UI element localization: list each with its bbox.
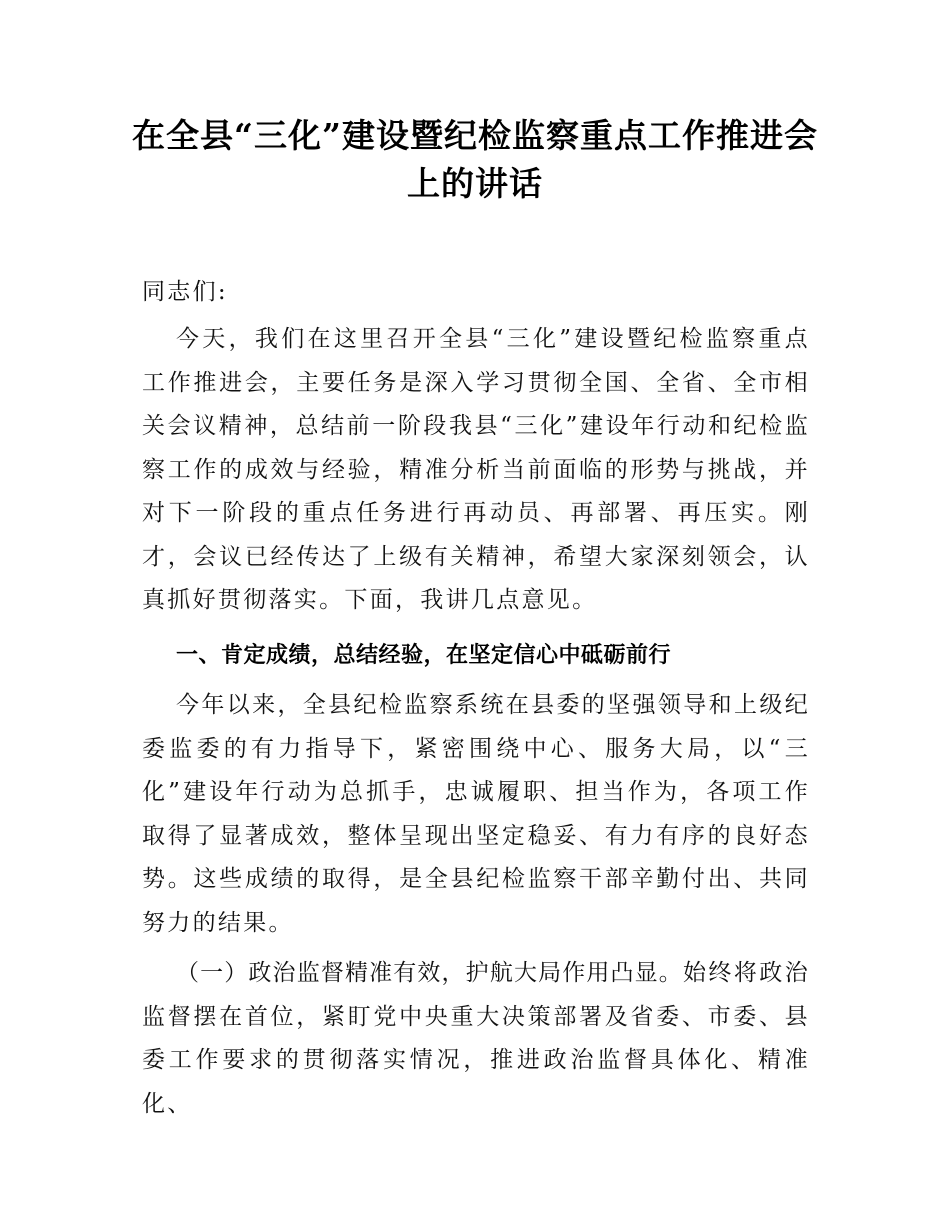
salutation: 同志们:	[142, 279, 228, 305]
achievements-paragraph: 今年以来，全县纪检监察系统在县委的坚强领导和上级纪委监委的有力指导下，紧密围绕中心、服务大局，以“三化”建设年行动为总抓手，忠诚履职、担当作为，各项工作取得了显著成效，整体呈现出坚定稳妥、有力有序的良好态势。这些成绩的取得，是全县纪检监察干部辛勤付出、共同努力的结果。	[142, 692, 810, 936]
subsection-text: 始终将政治监督摆在首位，紧盯党中央重大决策部署及省委、市委、县委工作要求的贯彻落实情况，推进政治监督具体化、精准化、	[142, 960, 811, 1117]
document-title: 在全县“三化”建设暨纪检监察重点工作推进会上的讲话	[132, 116, 818, 203]
subsection-lead: （一）政治监督精准有效，护航大局作用凸显。	[176, 960, 683, 986]
opening-paragraph: 今天，我们在这里召开全县“三化”建设暨纪检监察重点工作推进会，主要任务是深入学习贯彻全国、全省、全市相关会议精神，总结前一阶段我县“三化”建设年行动和纪检监察工作的成效与经验，精准分析当前面临的形势与挑战，并对下一阶段的重点任务进行再动员、再部署、再压实。刚才，会议已经传达了上级有关精神，希望大家深刻领会，认真抓好贯彻落实。下面，我讲几点意见。	[142, 326, 810, 613]
subsection-paragraph	[142, 952, 810, 1126]
section-heading: 一、肯定成绩，总结经验，在坚定信心中砥砺前行	[176, 643, 672, 668]
